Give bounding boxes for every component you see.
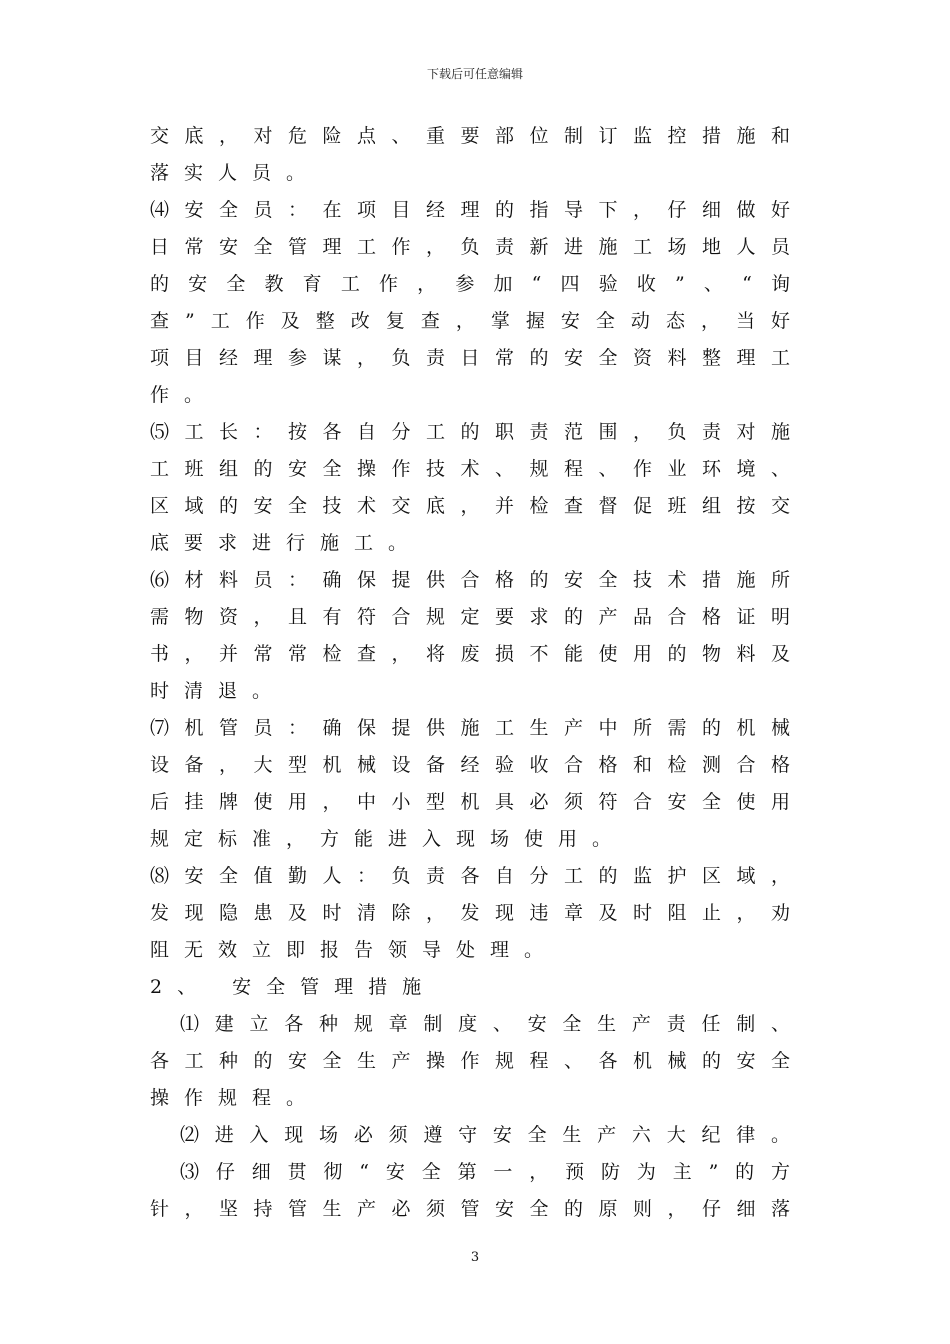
text-line: 交底，对危险点、重要部位制订监控措施和 xyxy=(150,125,790,147)
text-line: 各工种的安全生产操作规程、各机械的安全 xyxy=(150,1050,790,1072)
text-line: 时清退。 xyxy=(150,680,287,702)
text-line: 区域的安全技术交底，并检查督促班组按交 xyxy=(150,495,790,517)
text-line: ⑴建立各种规章制度、安全生产责任制、 xyxy=(180,1013,790,1035)
page-number: 3 xyxy=(470,1250,480,1265)
text-line: ⑶仔细贯彻“安全第一，预防为主”的方 xyxy=(180,1161,790,1183)
document-body xyxy=(150,118,790,1228)
text-line: 工班组的安全操作技术、规程、作业环境、 xyxy=(150,458,790,480)
text-line: 操作规程。 xyxy=(150,1087,321,1109)
text-line: 日常安全管理工作，负责新进施工场地人员 xyxy=(150,236,790,258)
text-line: 设备，大型机械设备经验收合格和检测合格 xyxy=(150,754,790,776)
text-line: 规定标准，方能进入现场使用。 xyxy=(150,828,627,850)
text-line: ⑹材料员：确保提供合格的安全技术措施所 xyxy=(150,569,790,591)
text-line: ⑺机管员：确保提供施工生产中所需的机械 xyxy=(150,717,790,739)
text-line: 作。 xyxy=(150,384,219,406)
text-line: 落实人员。 xyxy=(150,162,321,184)
text-line: ⑻安全值勤人：负责各自分工的监护区域， xyxy=(150,865,790,887)
text-line: 后挂牌使用，中小型机具必须符合安全使用 xyxy=(150,791,790,813)
page-header: 下载后可任意编辑 xyxy=(426,67,523,81)
text-line: 需物资，且有符合规定要求的产品合格证明 xyxy=(150,606,790,628)
text-line: 阻无效立即报告领导处理。 xyxy=(150,939,559,961)
text-line: 针，坚持管生产必须管安全的原则，仔细落 xyxy=(150,1198,790,1220)
text-line: ⑸工长：按各自分工的职责范围，负责对施 xyxy=(150,421,790,443)
text-line: 底要求进行施工。 xyxy=(150,532,423,554)
text-line: 项目经理参谋，负责日常的安全资料整理工 xyxy=(150,347,790,369)
text-line: 查”工作及整改复查，掌握安全动态，当好 xyxy=(150,310,790,332)
text-line: 书，并常常检查，将废损不能使用的物料及 xyxy=(150,643,790,665)
text-line: ⑷安全员：在项目经理的指导下，仔细做好 xyxy=(150,199,790,221)
section-heading: 2、 安全管理措施 xyxy=(150,976,437,998)
text-line: 的安全教育工作，参加“四验收”、“询 xyxy=(150,273,790,295)
text-line: 发现隐患及时清除，发现违章及时阻止，劝 xyxy=(150,902,790,924)
text-line: ⑵进入现场必须遵守安全生产六大纪律。 xyxy=(180,1124,790,1146)
